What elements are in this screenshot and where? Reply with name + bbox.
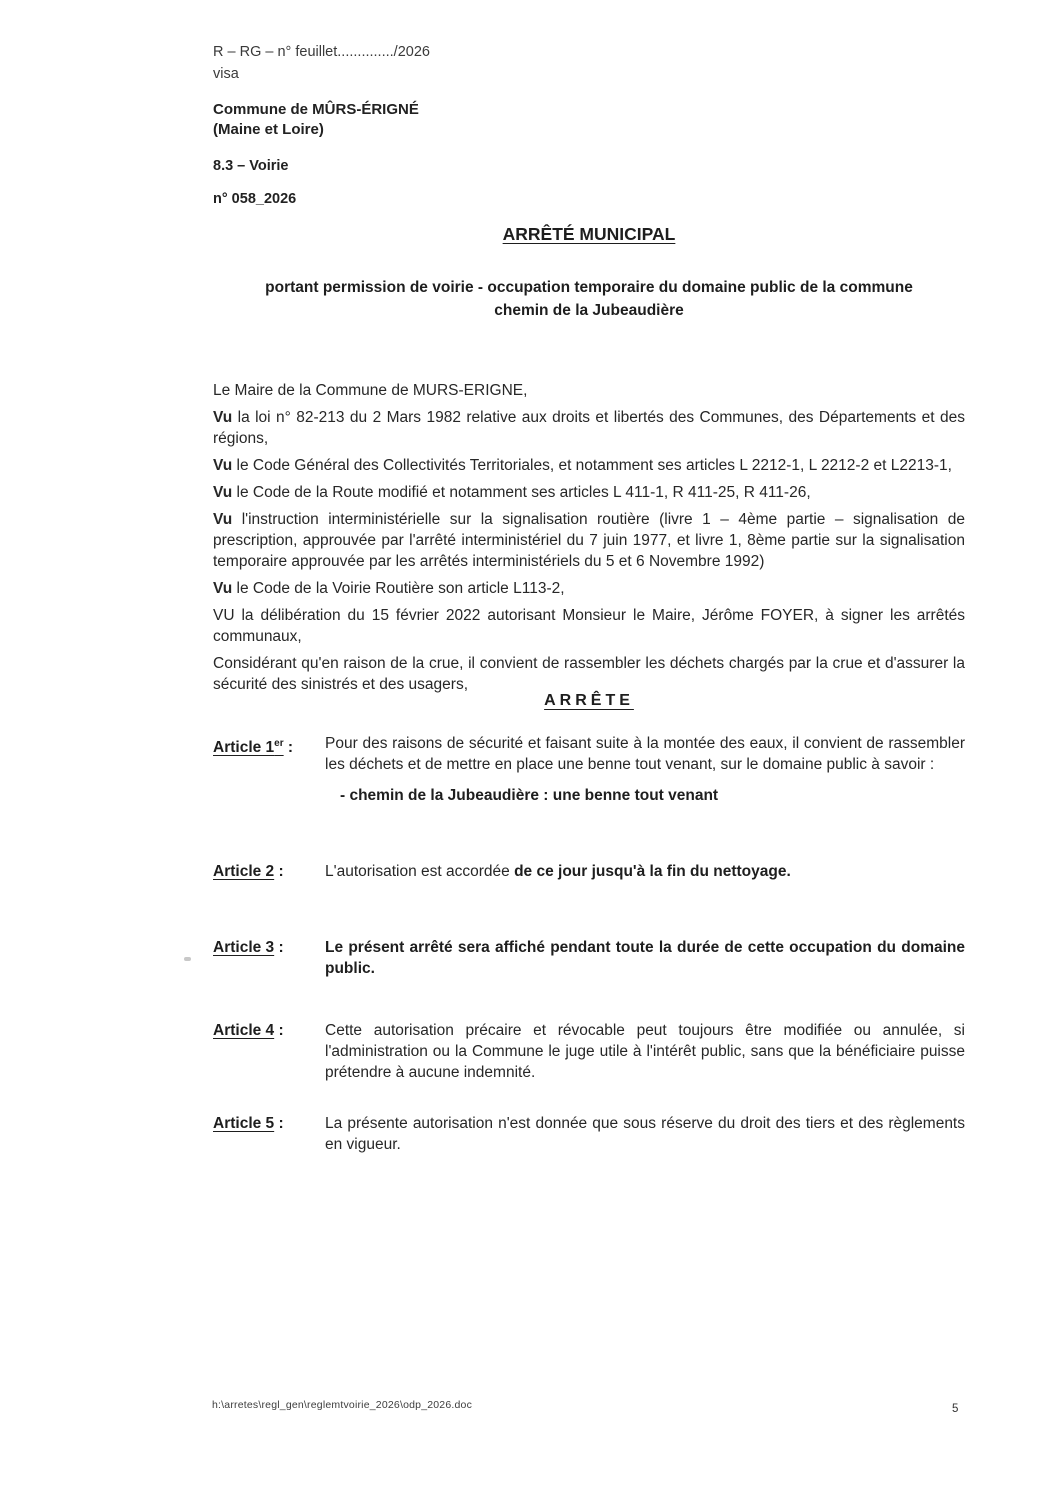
preamble-text: le Code Général des Collectivités Territoriales, et notamment ses articles L 2212-1, L 2212-2 et L2213-1, [232, 457, 952, 474]
subtitle-line1: portant permission de voirie - occupation temporaire du domaine public de la commune [265, 279, 913, 296]
article-3-body [325, 937, 965, 979]
preamble-paragraph [213, 380, 965, 401]
section-code: 8.3 – Voirie [213, 158, 289, 174]
scan-artifact [184, 957, 191, 961]
article-1 [213, 733, 965, 806]
subtitle-block [213, 276, 965, 322]
preamble-text: l'instruction interministérielle sur la signalisation routière (livre 1 – 4ème partie – signalisation de prescription, approuvée par l'arrêté interministériel du 7 juin 1977, et livre 1, 8ème partie sur la signalisation temporaire approuvée par les arrêtés interministériels du 5 et 6 Novembre 1992) [213, 511, 965, 570]
article-3 [213, 937, 965, 979]
arrete-heading-block [213, 692, 965, 710]
preamble-paragraph [213, 407, 965, 449]
article-5-label [213, 1113, 325, 1155]
article-label-sup: er [274, 738, 284, 749]
article-1-body [325, 733, 965, 806]
preamble [213, 380, 965, 701]
footer-file-path: h:\arretes\regl_gen\reglemtvoirie_2026\odp_2026.doc [212, 1399, 473, 1411]
article-label-colon: : [283, 739, 294, 757]
preamble-text: Considérant qu'en raison de la crue, il convient de rassembler les déchets chargés par la crue et d'assurer la sécurité des sinistrés et des usagers, [213, 655, 965, 693]
article-label-text: Article 2 [213, 863, 275, 880]
article-label-colon: : [274, 863, 284, 880]
page-number: 5 [952, 1403, 959, 1415]
article-4-text: Cette autorisation précaire et révocable peut toujours être modifiée ou annulée, si l'administration ou la Commune le juge utile à l'intérêt public, sans que la bénéficiaire puisse prétendre à aucune indemnité. [325, 1022, 965, 1081]
article-label-text: Article 3 [213, 939, 275, 956]
preamble-lead: Vu [213, 580, 233, 597]
article-4 [213, 1020, 965, 1083]
arrete-number: n° 058_2026 [213, 191, 297, 207]
preamble-paragraph [213, 455, 965, 476]
article-3-label [213, 937, 325, 979]
article-2-body [325, 861, 965, 882]
preamble-paragraph [213, 653, 965, 695]
preamble-text: la loi n° 82-213 du 2 Mars 1982 relative aux droits et libertés des Communes, des Départements et des régions, [213, 409, 965, 447]
preamble-lead: Vu [213, 484, 233, 501]
commune-name: Commune de MÛRS-ÉRIGNÉ [213, 101, 419, 118]
preamble-paragraph [213, 509, 965, 572]
preamble-text: VU la délibération du 15 février 2022 autorisant Monsieur le Maire, Jérôme FOYER, à signer les arrêtés communaux, [213, 607, 965, 645]
article-4-body [325, 1020, 965, 1083]
article-5-text: La présente autorisation n'est donnée que sous réserve du droit des tiers et des règlements en vigueur. [325, 1115, 965, 1153]
arrete-heading: ARRÊTE [544, 692, 634, 709]
article-4-label [213, 1020, 325, 1083]
subtitle-line2: chemin de la Jubeaudière [494, 302, 684, 319]
article-label-colon: : [274, 1115, 284, 1132]
article-label-text: Article 4 [213, 1022, 275, 1039]
article-2-label [213, 861, 325, 882]
article-5-body [325, 1113, 965, 1155]
articles-list [213, 733, 965, 1155]
article-label-text: Article 1 [213, 739, 275, 757]
article-label-colon: : [274, 939, 284, 956]
article-1-label [213, 733, 325, 806]
preamble-paragraph [213, 578, 965, 599]
reference-line: R – RG – n° feuillet............../2026 [213, 44, 430, 60]
article-1-text: Pour des raisons de sécurité et faisant suite à la montée des eaux, il convient de rassembler les déchets et de mettre en place une benne tout venant, sur le domaine public à savoir : [325, 735, 965, 773]
visa-label: visa [213, 66, 239, 82]
preamble-lead: Vu [213, 511, 233, 528]
article-5 [213, 1113, 965, 1155]
departement-name: (Maine et Loire) [213, 121, 324, 138]
article-1-bullet: - chemin de la Jubeaudière : une benne tout venant [340, 787, 719, 804]
preamble-paragraph [213, 482, 965, 503]
article-3-text: Le présent arrêté sera affiché pendant toute la durée de cette occupation du domaine public. [325, 939, 965, 977]
article-2 [213, 861, 965, 882]
preamble-text: le Code de la Voirie Routière son article L113-2, [232, 580, 565, 597]
document-title: ARRÊTÉ MUNICIPAL [502, 224, 676, 244]
title-block [213, 224, 965, 245]
preamble-lead: Vu [213, 457, 233, 474]
preamble-lead: Vu [213, 409, 233, 426]
article-2-text: L'autorisation est accordée de ce jour jusqu'à la fin du nettoyage. [325, 863, 791, 880]
preamble-text: le Code de la Route modifié et notamment ses articles L 411-1, R 411-25, R 411-26, [232, 484, 811, 501]
commune-block [213, 100, 419, 140]
article-label-text: Article 5 [213, 1115, 275, 1132]
preamble-text: Le Maire de la Commune de MURS-ERIGNE, [213, 382, 528, 399]
article-label-colon: : [274, 1022, 284, 1039]
preamble-paragraph [213, 605, 965, 647]
